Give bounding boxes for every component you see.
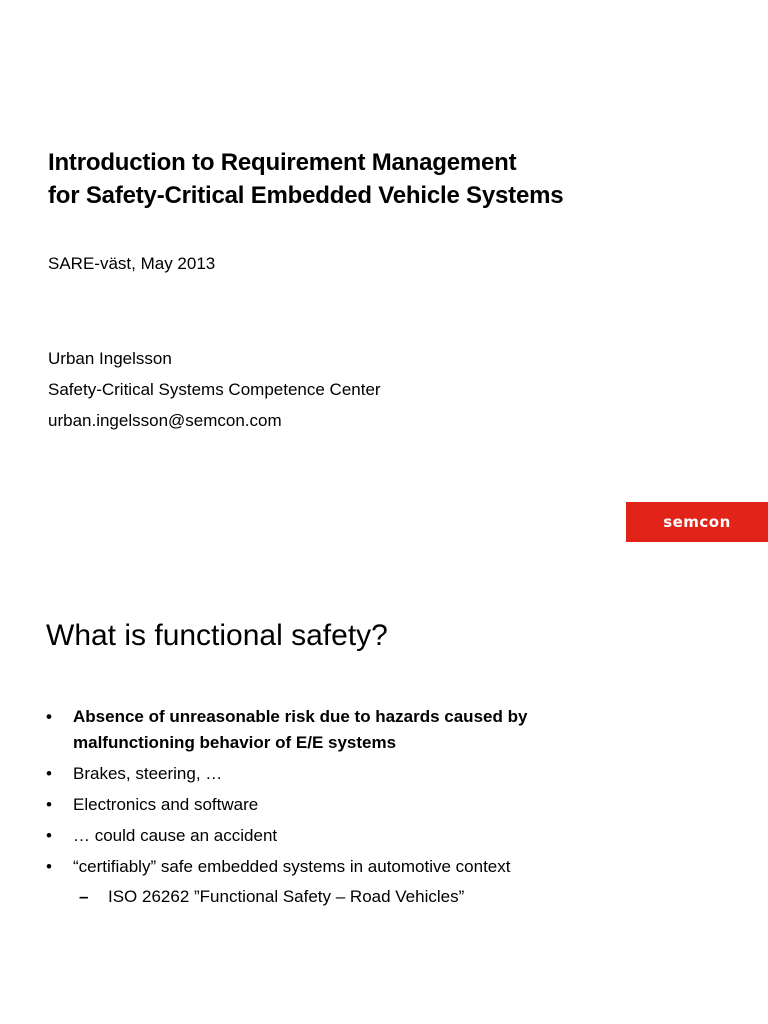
logo-wordmark: semcon xyxy=(663,513,731,531)
bullet-marker: • xyxy=(46,857,52,876)
title-line-1: Introduction to Requirement Management xyxy=(48,149,517,176)
sub-bullet-marker: – xyxy=(79,887,89,906)
bullet-text-line-2: malfunctioning behavior of E/E systems xyxy=(73,733,397,752)
bullet-item xyxy=(46,854,736,880)
sub-bullet-item xyxy=(46,884,736,910)
bullet-marker: • xyxy=(46,826,52,845)
author-name: Urban Ingelsson xyxy=(48,349,172,368)
event-date: SARE-väst, May 2013 xyxy=(48,254,216,273)
slide-title: What is functional safety? xyxy=(46,619,388,652)
title-line-2: for Safety-Critical Embedded Vehicle Systems xyxy=(48,182,564,209)
bullet-marker: • xyxy=(46,795,52,814)
bullet-list xyxy=(46,704,736,910)
bullet-marker: • xyxy=(46,764,52,783)
semcon-logo xyxy=(626,502,768,542)
bullet-text: Brakes, steering, … xyxy=(73,764,223,783)
bullet-item xyxy=(46,792,736,818)
bullet-text: … could cause an accident xyxy=(73,826,278,845)
bullet-item xyxy=(46,704,736,756)
author-organization: Safety-Critical Systems Competence Center xyxy=(48,380,381,399)
bullet-text: Electronics and software xyxy=(73,795,259,814)
bullet-item xyxy=(46,823,736,849)
bullet-item xyxy=(46,761,736,787)
author-email: urban.ingelsson@semcon.com xyxy=(48,411,282,430)
content-slide xyxy=(0,570,768,1024)
bullet-marker: • xyxy=(46,707,52,726)
bullet-text: “certifiably” safe embedded systems in automotive context xyxy=(73,857,511,876)
sub-bullet-text: ISO 26262 ”Functional Safety – Road Vehicles” xyxy=(108,887,465,906)
presentation-title xyxy=(48,146,563,212)
bullet-text-line-1: Absence of unreasonable risk due to hazards caused by xyxy=(73,707,528,726)
author-block xyxy=(48,343,381,436)
